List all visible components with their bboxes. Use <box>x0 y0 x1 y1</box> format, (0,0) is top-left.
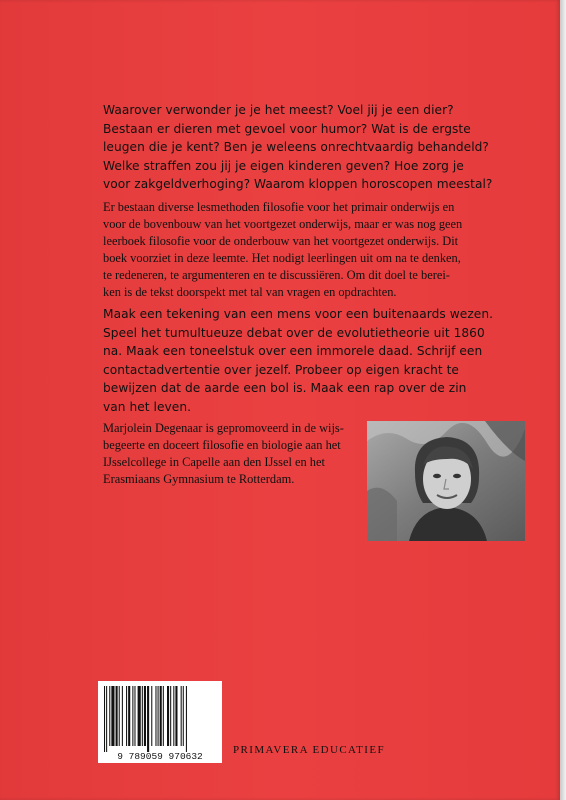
barcode-bar <box>119 686 120 746</box>
author-bio-line: Erasmiaans Gymnasium te Rotterdam. <box>103 472 295 486</box>
author-bio-line: IJsselcollege in Capelle aan den IJssel en het <box>103 455 325 469</box>
intro-questions <box>103 101 523 194</box>
barcode-bar <box>186 686 187 752</box>
barcode-bar <box>151 686 152 746</box>
description-line: voor de bovenbouw van het voortgezet onderwijs, maar er was nog geen <box>103 217 463 231</box>
barcode-bar <box>175 686 177 746</box>
description-line: te redeneren, te argumenteren en te discussiëren. Om dit doel te berei- <box>103 268 450 282</box>
barcode-bar <box>106 686 107 752</box>
author-bio <box>103 420 358 488</box>
barcode-bar <box>163 686 164 746</box>
assignment-line: na. Maak een toneelstuk over een immorele daad. Schrijf een <box>103 344 483 359</box>
author-bio-line: begeerte en doceert filosofie en biologie aan het <box>103 438 341 452</box>
assignment-line: contactadvertentie over jezelf. Probeer op eigen kracht te <box>103 362 459 377</box>
barcode-bar <box>122 686 123 746</box>
barcode-bar <box>109 686 110 746</box>
description-line: boek voorziet in deze leemte. Het nodigt leerlingen uit om na te denken, <box>103 251 461 265</box>
intro-line: Waarover verwonder je je het meest? Voel jij je een dier? <box>103 103 454 117</box>
description-line: leerboek filosofie voor de onderbouw van het voortgezet onderwijs. Dit <box>103 234 459 248</box>
author-bio-line: Marjolein Degenaar is gepromoveerd in de wijs- <box>103 421 344 435</box>
assignment-line: van het leven. <box>103 399 192 414</box>
assignment-line: bewijzen dat de aarde een bol is. Maak een rap over de zin <box>103 381 467 396</box>
intro-line: leugen die je kent? Ben je weleens onrechtvaardig behandeld? <box>103 140 489 155</box>
barcode-bar <box>155 686 156 746</box>
barcode-bar <box>132 686 133 746</box>
barcode-bar <box>144 686 146 746</box>
author-photo <box>367 421 525 541</box>
page-edge <box>560 0 566 800</box>
description-line: Er bestaan diverse lesmethoden filosofie voor het primair onderwijs en <box>103 200 455 214</box>
barcode-bar <box>134 686 135 746</box>
barcode-bar <box>167 686 169 746</box>
intro-line: voor zakgeldverhoging? Waarom kloppen horoscopen meestal? <box>103 177 493 192</box>
barcode-bar <box>142 686 143 746</box>
barcode-icon <box>98 681 222 763</box>
barcode-bar <box>128 686 130 746</box>
barcode-bar <box>138 686 141 746</box>
intro-line: Welke straffen zou jij je eigen kinderen geven? Hoe zorg je <box>103 158 464 173</box>
isbn-barcode <box>98 681 222 763</box>
assignment-line: Speel het tumultueuze debat over de evolutietheorie uit 1860 <box>103 325 485 340</box>
barcode-bar <box>126 686 127 746</box>
barcode-bar <box>170 686 171 746</box>
author-portrait-icon <box>367 421 525 541</box>
description-paragraph <box>103 199 523 301</box>
barcode-bar <box>111 686 114 746</box>
barcode-bar <box>160 686 162 746</box>
description-line: ken is de tekst doorspekt met tal van vragen en opdrachten. <box>103 285 397 299</box>
barcode-bar <box>104 686 105 752</box>
barcode-bar <box>147 686 149 752</box>
barcode-bar <box>181 686 182 746</box>
barcode-bar <box>158 686 159 746</box>
barcode-bar <box>173 686 174 746</box>
assignment-line: Maak een tekening van een mens voor een buitenaards wezen. <box>103 307 494 321</box>
publisher-name: PRIMAVERA EDUCATIEF <box>233 744 385 756</box>
barcode-bar <box>183 686 184 746</box>
isbn-number: 9 789059 970632 <box>117 751 203 762</box>
assignments-paragraph <box>103 305 523 417</box>
barcode-bar <box>116 686 118 746</box>
intro-line: Bestaan er dieren met gevoel voor humor? Wat is de ergste <box>103 121 471 136</box>
